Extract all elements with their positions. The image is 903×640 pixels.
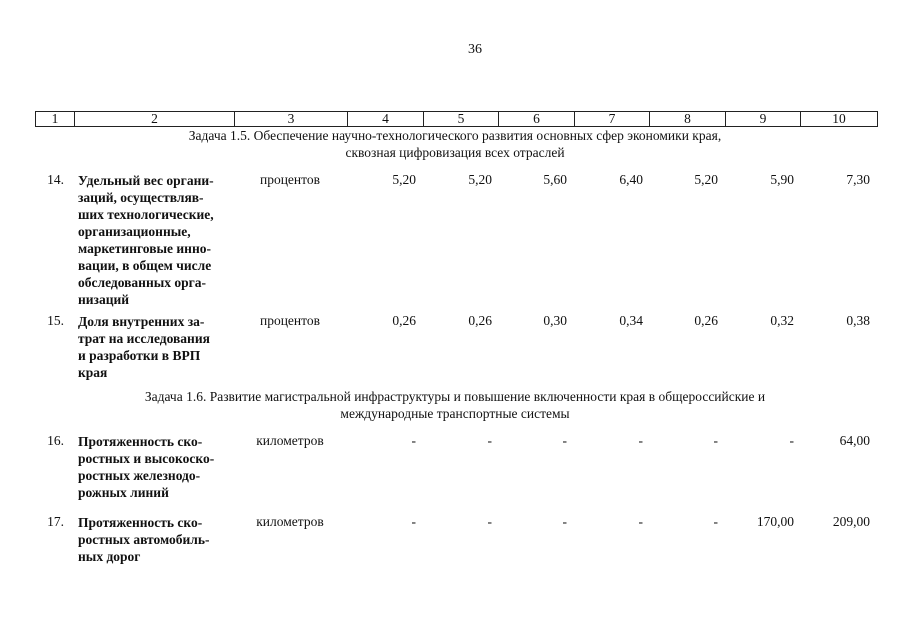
indicator-name-line: края (78, 365, 108, 380)
value-cell: 0,38 (846, 313, 870, 328)
value-cell: - (562, 514, 567, 529)
indicator-name (78, 172, 238, 308)
value-cell: 0,26 (694, 313, 718, 328)
indicator-name-line: рожных линий (78, 485, 169, 500)
indicator-name-line: ростных автомобиль- (78, 532, 210, 547)
indicator-name-line: и разработки в ВРП (78, 348, 201, 363)
value-cell: 0,26 (392, 313, 416, 328)
indicator-name (78, 313, 238, 381)
value-cell: 64,00 (839, 433, 870, 448)
unit-of-measure: километров (256, 514, 324, 529)
value-cell: 170,00 (756, 514, 794, 529)
indicator-name-line: организационные, (78, 224, 191, 239)
value-cell: - (487, 433, 492, 448)
task-heading-1-6-line2: международные транспортные системы (340, 406, 570, 421)
indicator-name-line: заций, осуществляв- (78, 190, 204, 205)
indicator-name-line: маркетинговые инно- (78, 241, 211, 256)
value-cell: 0,34 (619, 313, 643, 328)
value-cell: 5,20 (468, 172, 492, 187)
indicator-name-line: трат на исследования (78, 331, 210, 346)
value-cell: 0,26 (468, 313, 492, 328)
value-cell: - (562, 433, 567, 448)
indicator-name-line: Протяженность ско- (78, 515, 203, 530)
value-cell: 0,32 (770, 313, 794, 328)
indicator-name-line: вации, в общем числе (78, 258, 212, 273)
header-cell-1: 1 (51, 111, 59, 126)
header-cell-6: 6 (498, 112, 574, 126)
indicator-name-line: Доля внутренних за- (78, 314, 205, 329)
row-number: 15. (47, 313, 64, 328)
value-cell: 7,30 (846, 172, 870, 187)
task-heading-1-6-line1: Задача 1.6. Развитие магистральной инфраструктуры и повышение включенности края в общероссийские и (144, 389, 766, 404)
header-cell-2: 2 (74, 112, 234, 126)
indicator-name (78, 514, 238, 565)
indicator-name-line: Протяженность ско- (78, 434, 203, 449)
value-cell: 6,40 (619, 172, 643, 187)
value-cell: - (487, 514, 492, 529)
unit-of-measure: километров (256, 433, 324, 448)
indicator-name-line: низаций (78, 292, 130, 307)
page-number: 36 (468, 42, 482, 57)
row-number: 16. (47, 433, 64, 448)
table-header-row (35, 111, 878, 127)
unit-of-measure: процентов (259, 172, 320, 187)
indicator-name-line: ших технологические, (78, 207, 214, 222)
unit-of-measure: процентов (259, 313, 320, 328)
value-cell: 5,60 (543, 172, 567, 187)
header-cell-10: 10 (800, 112, 877, 126)
header-cell-4: 4 (347, 112, 423, 126)
indicator-name-line: обследованных орга- (78, 275, 207, 290)
indicator-name-line: ных дорог (78, 549, 141, 564)
value-cell: 5,20 (392, 172, 416, 187)
header-cell-7: 7 (574, 112, 649, 126)
value-cell: - (713, 433, 718, 448)
value-cell: - (638, 433, 643, 448)
header-cell-9: 9 (725, 112, 800, 126)
indicator-name-line: ростных и высокоско- (78, 451, 215, 466)
indicator-name-line: Удельный вес органи- (78, 173, 214, 188)
row-number: 14. (47, 172, 64, 187)
value-cell: - (411, 433, 416, 448)
value-cell: 209,00 (832, 514, 870, 529)
value-cell: - (713, 514, 718, 529)
row-number: 17. (47, 514, 64, 529)
header-cell-3: 3 (234, 112, 347, 126)
value-cell: - (411, 514, 416, 529)
value-cell: - (789, 433, 794, 448)
header-cell-8: 8 (649, 112, 725, 126)
value-cell: 0,30 (543, 313, 567, 328)
value-cell: 5,90 (770, 172, 794, 187)
task-heading-1-5-line1: Задача 1.5. Обеспечение научно-технологического развития основных сфер экономики края, (188, 128, 722, 143)
value-cell: - (638, 514, 643, 529)
header-cell-5: 5 (423, 112, 498, 126)
indicator-name-line: ростных железнодо- (78, 468, 201, 483)
indicator-name (78, 433, 238, 501)
task-heading-1-5-line2: сквозная цифровизация всех отраслей (345, 145, 565, 160)
value-cell: 5,20 (694, 172, 718, 187)
